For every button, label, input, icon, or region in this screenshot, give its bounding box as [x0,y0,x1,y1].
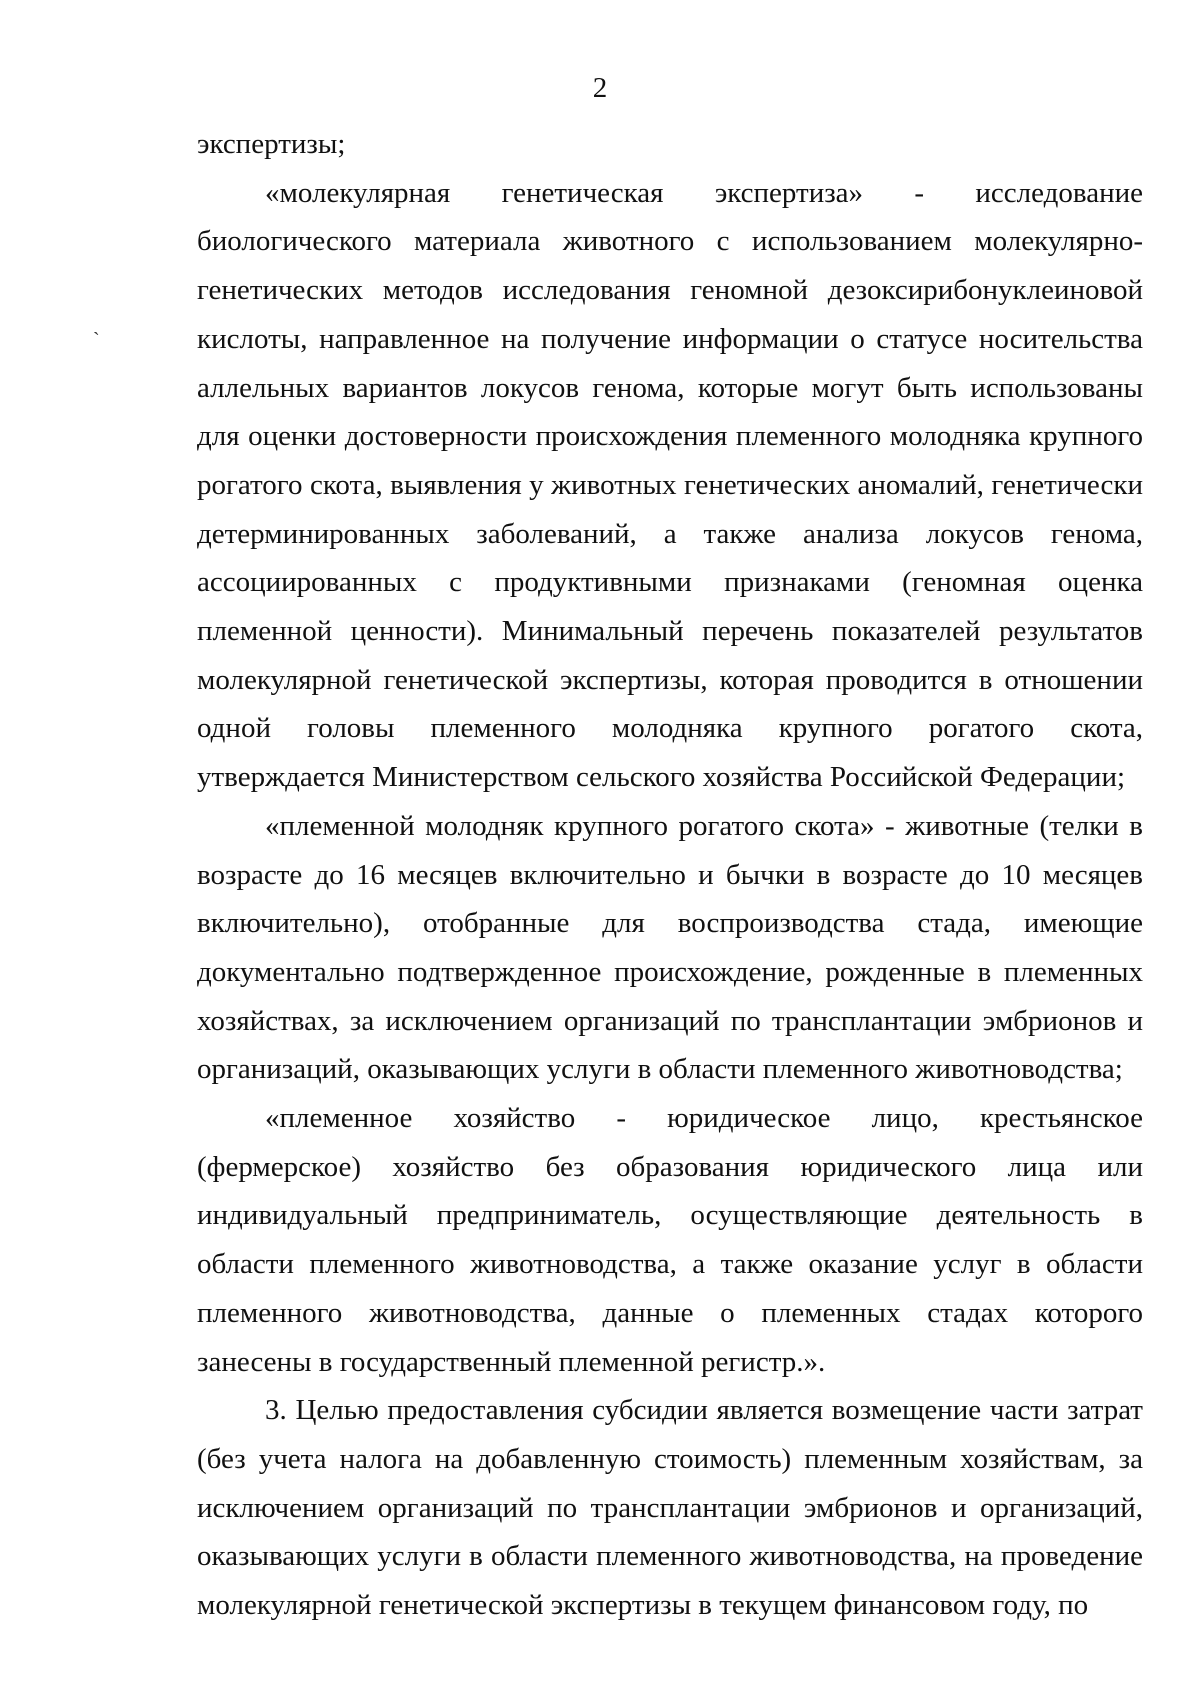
page-number: 2 [592,72,608,104]
paragraph-definition-breeding-young-stock: «племенной молодняк крупного рогатого скота» - животные (телки в возрасте до 16 месяцев включительно и бычки в возрасте до 10 месяцев включительно), отобранные для воспроизводства стада, имеющие документально подтвержденное происхождение, рожденные в племенных хозяйствах, за исключением организаций по трансплантации эмбрионов и организаций, оказывающих услуги в области племенного животноводства; [197,809,1143,1086]
paragraph-subsidy-purpose: 3. Целью предоставления субсидии является возмещение части затрат (без учета налога на добавленную стоимость) племенным хозяйствам, за исключением организаций по трансплантации эмбрионов и организаций, оказывающих услуги в области племенного животноводства, на проведение молекулярной генетической экспертизы в текущем финансовом году, по [197,1394,1143,1622]
paragraph-definition-breeding-farm: «племенное хозяйство - юридическое лицо, крестьянское (фермерское) хозяйство без образования юридического лица или индивидуальный предприниматель, осуществляющие деятельность в области племенного животноводства, а также оказание услуг в области племенного животноводства, данные о племенных стадах которого занесены в государственный племенной регистр.». [197,1102,1143,1378]
paragraph-continuation: экспертизы; [197,128,346,160]
paragraph-definition-molecular-expertise: «молекулярная генетическая экспертиза» - исследование биологического материала животного с использованием молекулярно-генетических методов исследования геномной дезоксирибонуклеиновой кислоты, направленное на получение информации о статусе носительства аллельных вариантов локусов генома, которые могут быть использованы для оценки достоверности происхождения племенного молодняка крупного рогатого скота, выявления у животных генетических аномалий, генетически детерминированных заболеваний, а также анализа локусов генома, ассоциированных с продуктивными признаками (геномная оценка племенной ценности). Минимальный перечень показателей результатов молекулярной генетической экспертизы, которая проводится в отношении одной головы племенного молодняка крупного рогатого скота, утверждается Министерством сельского хозяйства Российской Федерации; [197,176,1143,794]
margin-mark: ` [93,329,100,351]
document-body [197,120,1143,1630]
